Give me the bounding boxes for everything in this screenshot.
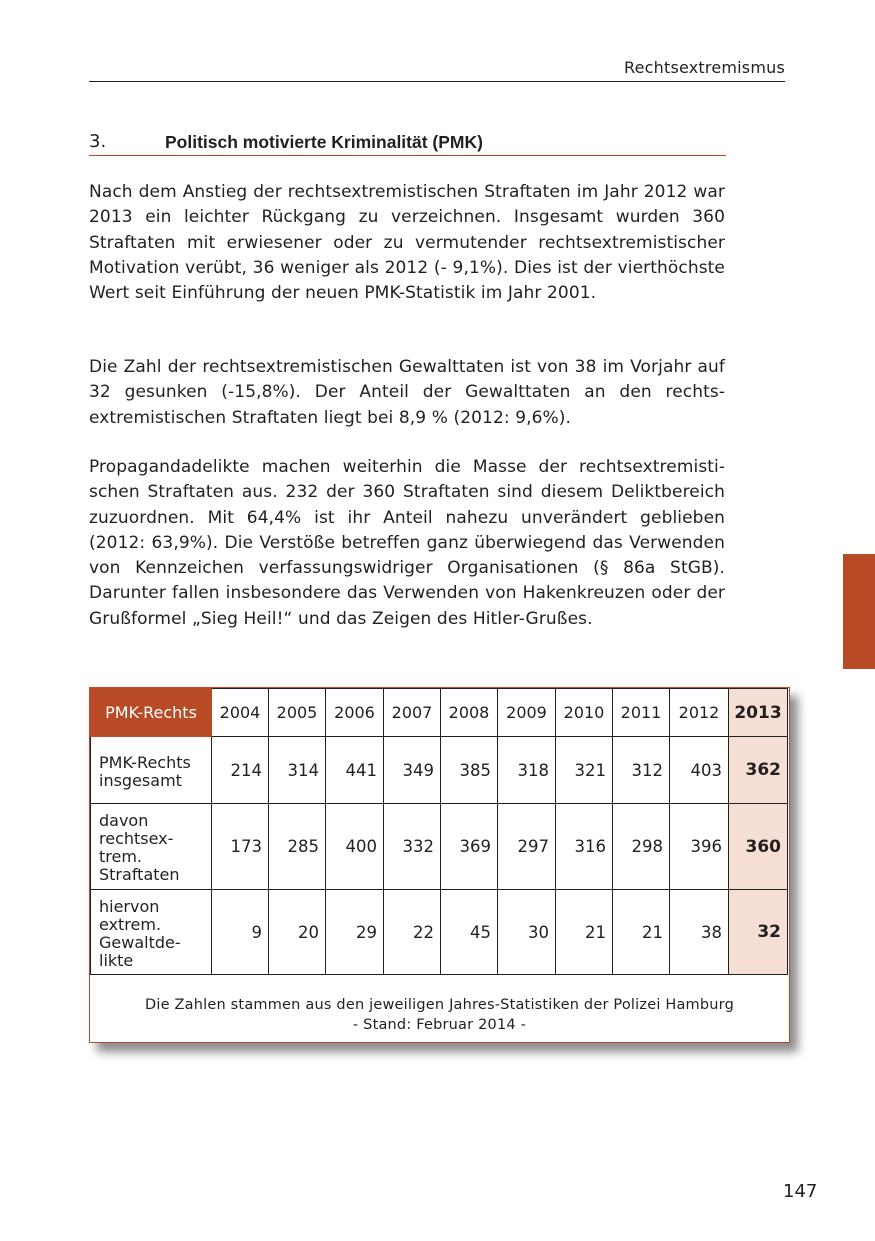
statistics-box: [89, 687, 790, 1043]
year-header: 2008: [441, 689, 498, 737]
year-header: 2011: [613, 689, 670, 737]
table-cell: 30: [498, 890, 556, 975]
year-header: 2010: [556, 689, 613, 737]
table-cell: 45: [441, 890, 498, 975]
corner-header: PMK-Rechts: [91, 689, 212, 737]
row-label: PMK-Rechts insgesamt: [91, 737, 212, 804]
table-row: [91, 804, 788, 890]
footnote-source: Die Zahlen stammen aus den jeweiligen Jahres-Statistiken der Polizei Hamburg: [145, 997, 734, 1013]
row-label: davon rechtsex-trem. Straftaten: [91, 804, 212, 890]
table-cell: 29: [326, 890, 384, 975]
table-cell-highlighted: 360: [729, 804, 788, 890]
chapter-side-tab: [843, 554, 875, 669]
footnote-date: - Stand: Februar 2014 -: [352, 1017, 527, 1033]
table-cell: 332: [384, 804, 441, 890]
row-label: hiervon extrem. Gewaltde-likte: [91, 890, 212, 975]
table-cell: 403: [670, 737, 729, 804]
header-rule: [89, 81, 785, 82]
table-cell: 285: [269, 804, 326, 890]
table-cell: 297: [498, 804, 556, 890]
table-cell: 21: [613, 890, 670, 975]
paragraph-3: Propagandadelikte machen weiterhin die Masse der rechtsextremistischen Straftaten aus. 232 der 360 Straftaten sind diesem Deliktbereich zuzuordnen. Mit 64,4% ist ihr Anteil nahezu unverändert geblieben (2012: 63,9%). Die Verstöße betreffen ganz überwiegend das Verwenden von Kennzeichen verfassungswidriger Organisationen (§ 86a StGB). Darunter fallen insbesondere das Verwenden von Hakenkreuzen oder der Grußformel „Sieg Heil!“ und das Zeigen des Hitler-Grußes.: [89, 457, 725, 629]
table-cell: 298: [613, 804, 670, 890]
table-cell: 396: [670, 804, 729, 890]
table-cell: 173: [212, 804, 269, 890]
table-cell: 400: [326, 804, 384, 890]
paragraph-1: Nach dem Anstieg der rechtsextremistischen Straftaten im Jahr 2012 war 2013 ein leichter Rückgang zu verzeichnen. Insgesamt wurden 360 Straftaten mit erwiesener oder zu vermutender rechtsextremistischer Motivation verübt, 36 weniger als 2012 (- 9,1%). Dies ist der vierthöchste Wert seit Einführung der neuen PMK-Statistik im Jahr 2001.: [89, 182, 725, 304]
table-cell: 369: [441, 804, 498, 890]
paragraph-2: Die Zahl der rechtsextremistischen Gewalttaten ist von 38 im Vorjahr auf 32 gesunken (-15,8%). Der Anteil der Gewalttaten an den rechtsextremistischen Straftaten liegt bei 8,9 % (2012: 9,6%).: [89, 357, 725, 428]
table-cell: 312: [613, 737, 670, 804]
table-cell-highlighted: 32: [729, 890, 788, 975]
table-cell: 441: [326, 737, 384, 804]
table-cell: 316: [556, 804, 613, 890]
table-header-row: [91, 689, 788, 737]
table-cell: 214: [212, 737, 269, 804]
table-cell: 314: [269, 737, 326, 804]
table-cell: 349: [384, 737, 441, 804]
table-cell: 20: [269, 890, 326, 975]
table-row: [91, 890, 788, 975]
pmk-statistics-table: [90, 688, 788, 975]
table-cell: 21: [556, 890, 613, 975]
year-header: 2009: [498, 689, 556, 737]
running-header: Rechtsextremismus: [624, 58, 785, 77]
table-cell: 385: [441, 737, 498, 804]
table-cell: 22: [384, 890, 441, 975]
table-footnote: [90, 995, 789, 1035]
section-title: Politisch motivierte Kriminalität (PMK): [165, 132, 483, 152]
table-cell-highlighted: 362: [729, 737, 788, 804]
table-cell: 9: [212, 890, 269, 975]
year-header: 2004: [212, 689, 269, 737]
table-row: [91, 737, 788, 804]
year-header: 2012: [670, 689, 729, 737]
page-number: 147: [783, 1181, 818, 1202]
table-cell: 38: [670, 890, 729, 975]
table-cell: 318: [498, 737, 556, 804]
table-cell: 321: [556, 737, 613, 804]
year-header-highlighted: 2013: [729, 689, 788, 737]
year-header: 2005: [269, 689, 326, 737]
section-heading: [89, 131, 726, 156]
year-header: 2007: [384, 689, 441, 737]
year-header: 2006: [326, 689, 384, 737]
section-number: 3.: [89, 131, 107, 152]
